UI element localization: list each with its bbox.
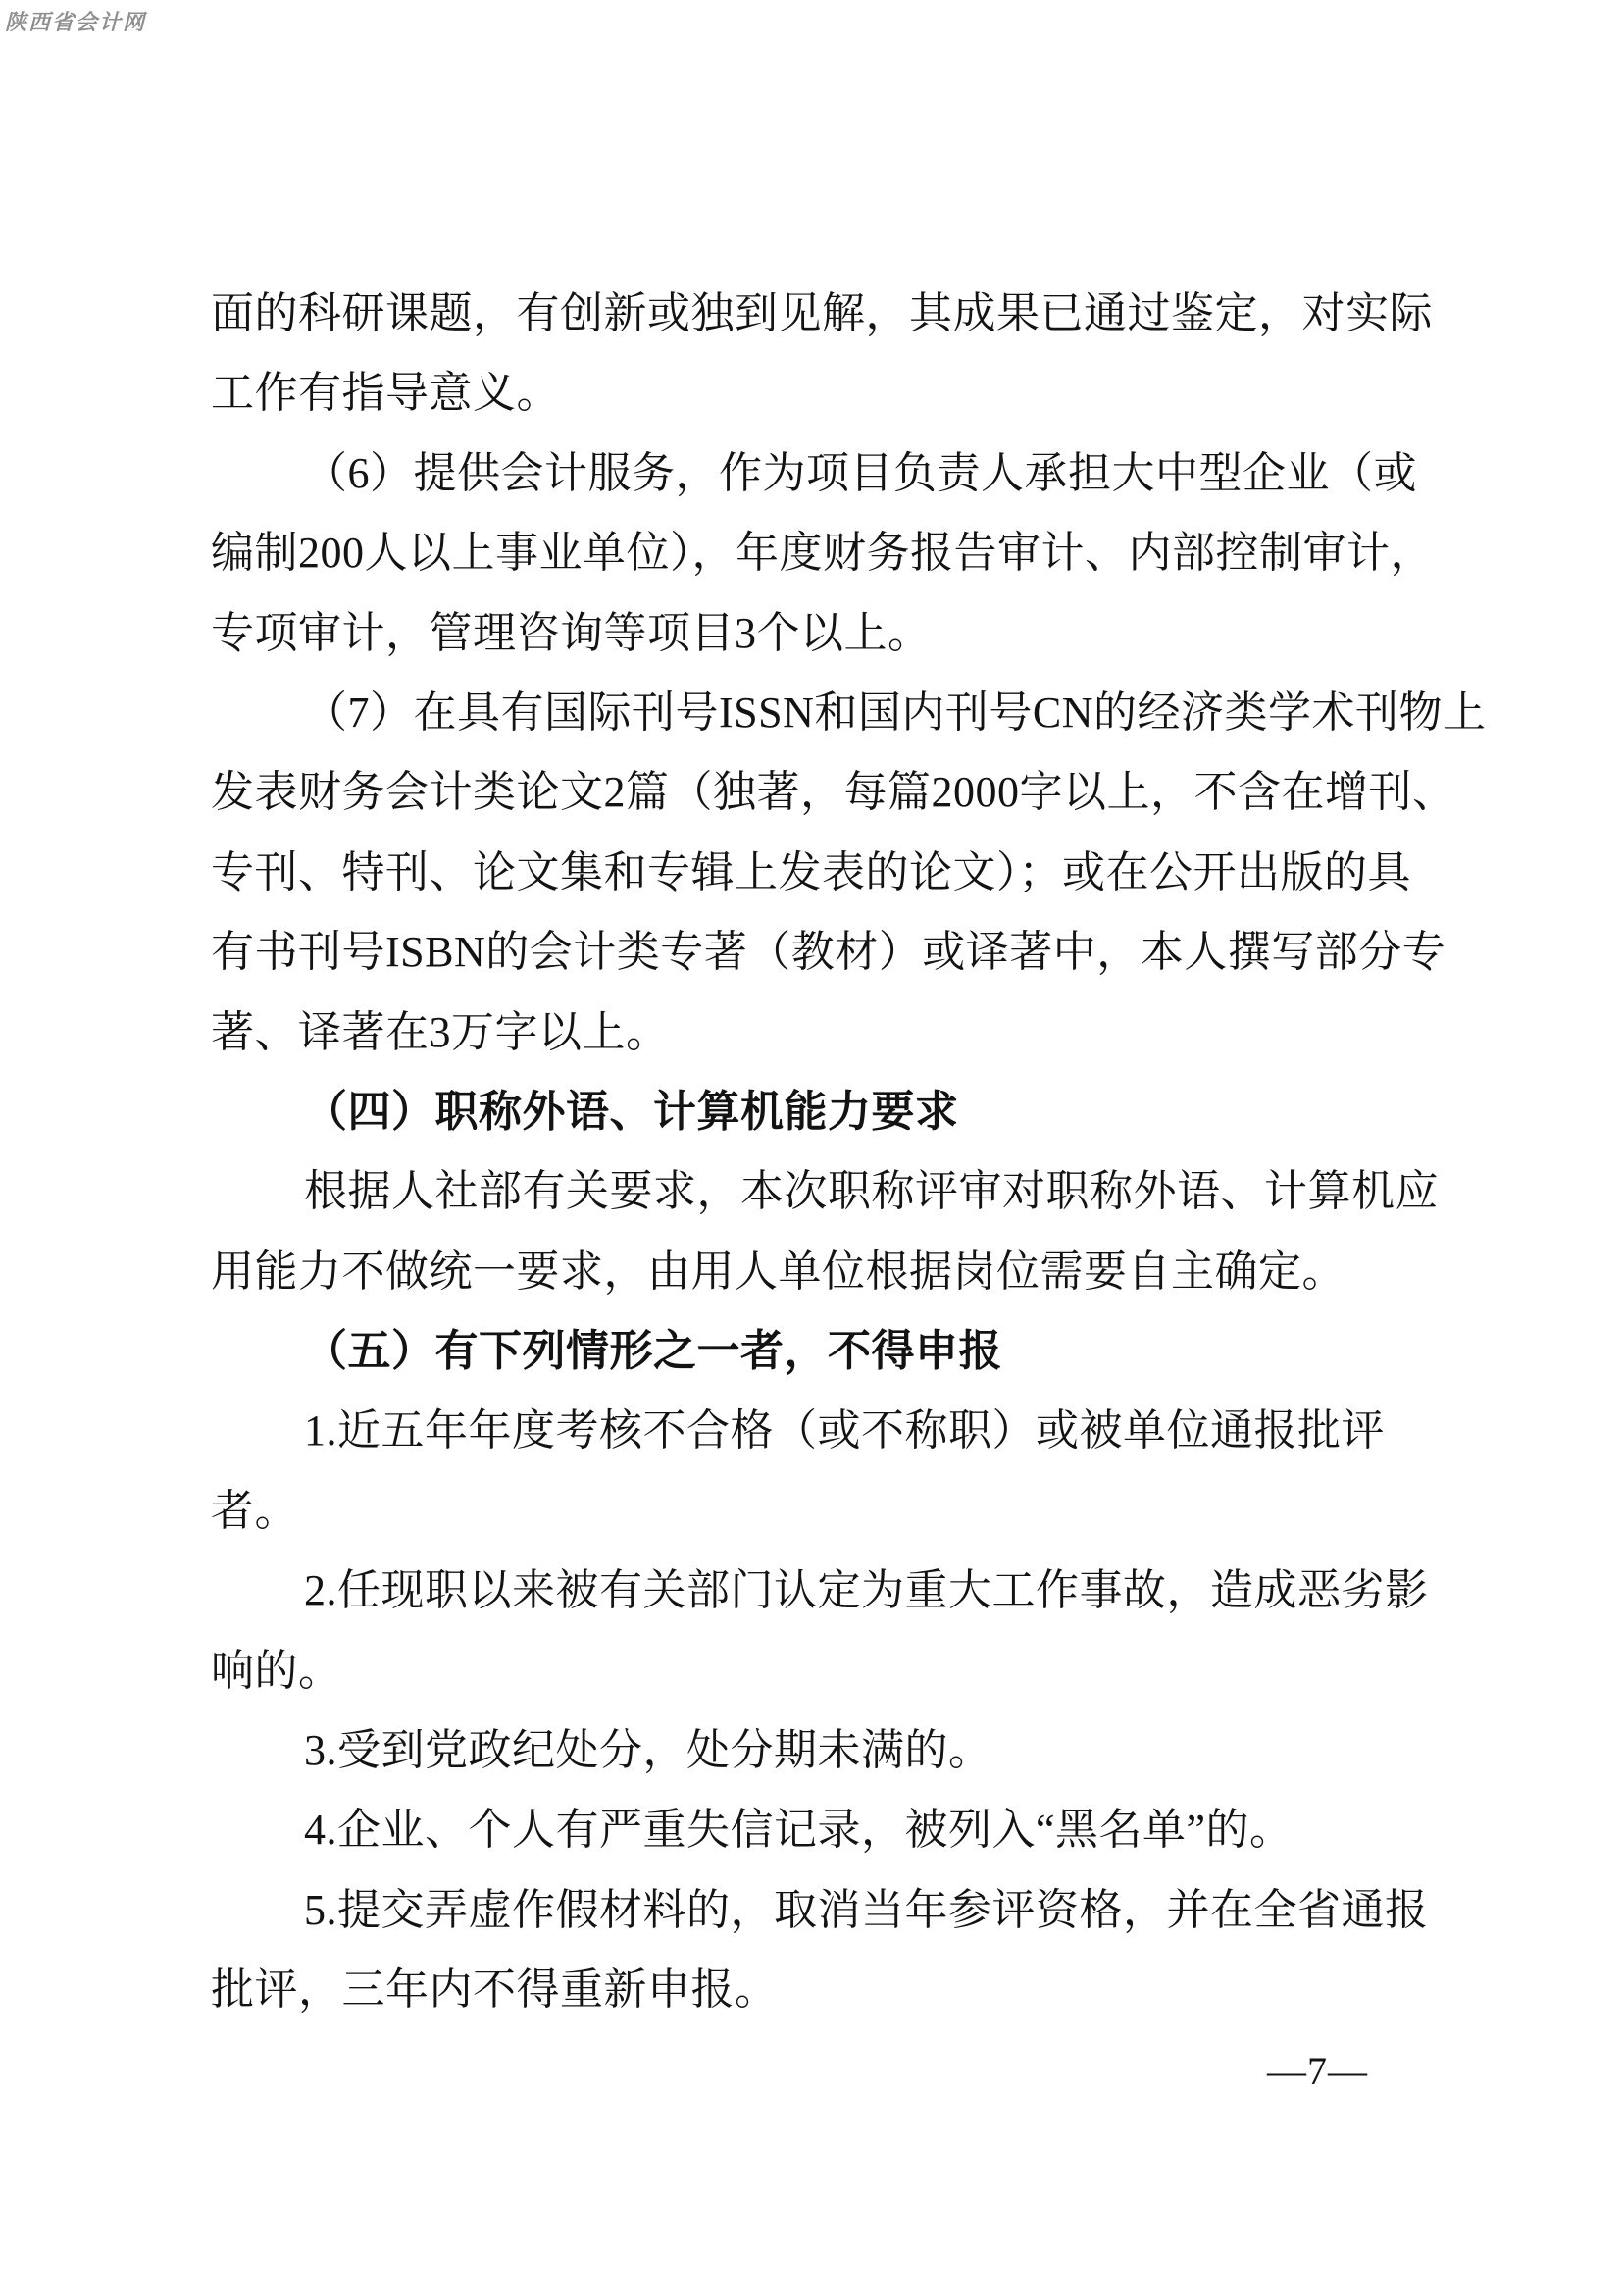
watermark: 陕西省会计网 (5, 10, 147, 34)
text-line: 专刊、特刊、论文集和专辑上发表的论文）；或在公开出版的具 (211, 847, 1411, 896)
text-line: 者。 (211, 1486, 298, 1535)
text-line: 批评，三年内不得重新申报。 (211, 1965, 779, 2014)
text-line: 发表财务会计类论文2篇（独著，每篇2000字以上，不含在增刊、 (211, 768, 1456, 817)
text-line: 3.受到党政纪处分，处分期未满的。 (304, 1726, 992, 1775)
text-line: 2.任现职以来被有关部门认定为重大工作事故，造成恶劣影 (304, 1566, 1429, 1615)
section-heading: （五）有下列情形之一者，不得申报 (304, 1327, 1002, 1376)
text-line: 面的科研课题，有创新或独到见解，其成果已通过鉴定，对实际 (211, 289, 1433, 337)
text-line: （6）提供会计服务，作为项目负责人承担大中型企业（或 (304, 448, 1417, 497)
text-line: 1.近五年年度考核不合格（或不称职）或被单位通报批评 (304, 1406, 1385, 1455)
page-number: —7— (1267, 2049, 1368, 2093)
text-line: 响的。 (211, 1646, 342, 1695)
text-line: 有书刊号ISBN的会计类专著（教材）或译著中，本人撰写部分专 (211, 928, 1446, 977)
text-line: 4.企业、个人有严重失信记录，被列入“黑名单”的。 (304, 1806, 1294, 1855)
section-heading: （四）职称外语、计算机能力要求 (304, 1087, 959, 1136)
text-line: （7）在具有国际刊号ISSN和国内刊号CN的经济类学术刊物上 (304, 688, 1487, 737)
text-line: 著、译著在3万字以上。 (211, 1007, 670, 1056)
text-line: 工作有指导意义。 (211, 369, 560, 418)
text-line: 用能力不做统一要求，由用人单位根据岗位需要自主确定。 (211, 1247, 1345, 1296)
text-line: 编制200人以上事业单位），年度财务报告审计、内部控制审计， (211, 529, 1434, 578)
text-line: 根据人社部有关要求，本次职称评审对职称外语、计算机应 (304, 1167, 1439, 1216)
text-line: 5.提交弄虚作假材料的，取消当年参评资格，并在全省通报 (304, 1885, 1429, 1934)
text-line: 专项审计，管理咨询等项目3个以上。 (211, 608, 932, 657)
document-body (211, 274, 1487, 2030)
